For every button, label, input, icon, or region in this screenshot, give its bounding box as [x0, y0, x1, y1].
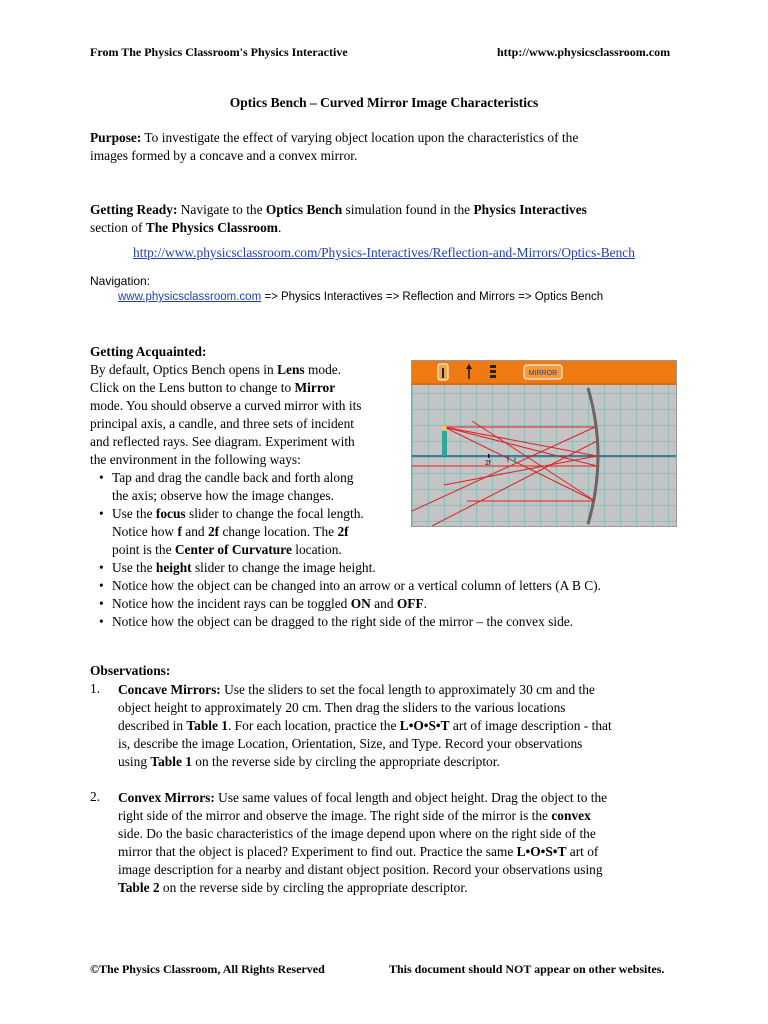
- navigation-label: Navigation:: [90, 274, 151, 288]
- optics-bench-screenshot: [411, 360, 677, 527]
- acquainted-line: and reflected rays. See diagram. Experiment with: [90, 434, 355, 449]
- list-item: • Notice how the object can be changed into an arrow or a vertical column of letters (A B C).: [90, 577, 690, 595]
- list-item: [90, 595, 690, 613]
- getting-ready-paragraph: [90, 201, 690, 237]
- bullet-text: and: [370, 596, 397, 611]
- obs-text: on the reverse side by circling the appropriate descriptor.: [191, 754, 500, 769]
- bullet-text: slider to change the focal length.: [185, 506, 364, 521]
- obs-bold: Table 1: [186, 718, 228, 733]
- optics-bench-url-line: [0, 245, 768, 261]
- list-item: [90, 559, 690, 577]
- obs-text: on the reverse side by circling the appropriate descriptor.: [159, 880, 468, 895]
- bullet-text: location.: [291, 542, 342, 557]
- bullet-text: Use the: [112, 560, 156, 575]
- bullet-bold: 2f: [207, 524, 220, 539]
- obs-line: [118, 843, 678, 861]
- obs-line: [118, 807, 678, 825]
- purpose-paragraph: [90, 129, 690, 165]
- purpose-label: Purpose:: [90, 130, 142, 145]
- acquainted-line: mode. You should observe a curved mirror with its: [90, 398, 362, 413]
- obs-item-2-number: 2.: [90, 789, 101, 804]
- obs-line: [118, 717, 678, 735]
- obs-text: Use the sliders to set the focal length to approximately 30 cm and the: [220, 682, 595, 697]
- bullet-bold: f: [177, 524, 182, 539]
- getting-ready-text: .: [277, 220, 282, 235]
- acquainted-text: Click on the Lens button to change to: [90, 380, 295, 395]
- obs-line: is, describe the image Location, Orientation, Size, and Type. Record your observations: [118, 736, 583, 751]
- bullet-text: change location. The: [219, 524, 338, 539]
- footer-notice: This document should NOT appear on other websites.: [389, 962, 665, 976]
- obs-line: image description for a nearby and distant object position. Record your observations using: [118, 862, 603, 877]
- label-2f: 2f: [485, 460, 491, 467]
- acquainted-text: By default, Optics Bench opens in: [90, 362, 278, 377]
- getting-acquainted-heading: Getting Acquainted:: [90, 344, 207, 359]
- navigation-home-link[interactable]: www.physicsclassroom.com: [118, 291, 262, 303]
- obs-line: [118, 879, 678, 897]
- obs-text: using: [118, 754, 151, 769]
- letters-tool-icon[interactable]: [490, 365, 496, 378]
- navigation-path-text: => Physics Interactives => Reflection and Mirrors => Optics Bench: [261, 291, 604, 303]
- getting-acquainted-text: [90, 361, 410, 469]
- bullet-text: Tap and drag the candle back and forth along: [112, 470, 354, 485]
- obs-text: mirror that the object is placed? Experiment to find out. Practice the same: [118, 844, 517, 859]
- bullet-bold: height: [155, 560, 192, 575]
- obs-line: [118, 753, 678, 771]
- obs-bold: Table 1: [150, 754, 192, 769]
- obs-item-1-text: [118, 681, 678, 771]
- candle-tool-icon[interactable]: [438, 364, 448, 380]
- getting-ready-bold-classroom: The Physics Classroom: [145, 220, 278, 235]
- obs-item-2-text: [118, 789, 678, 897]
- bullet-text: Notice how the incident rays can be toggled: [112, 596, 351, 611]
- getting-ready-bold-optics-bench: Optics Bench: [265, 202, 343, 217]
- bullet-bold: Center of Curvature: [174, 542, 292, 557]
- bullet-text: the axis; observe how the image changes.: [112, 488, 334, 503]
- obs-bold: convex: [551, 808, 591, 823]
- purpose-text-2: images formed by a concave and a convex mirror.: [90, 148, 358, 163]
- acquainted-bold-lens: Lens: [277, 362, 305, 377]
- obs-line: object height to approximately 20 cm. Then drag the sliders to the various locations: [118, 700, 566, 715]
- label-f: f: [507, 457, 509, 464]
- obs-line: side. Do the basic characteristics of the image depend upon where on the right side of the: [118, 826, 596, 841]
- bullet-bold: focus: [155, 506, 186, 521]
- candle-image: [514, 456, 516, 464]
- bullet-bold: OFF: [396, 596, 424, 611]
- obs-bold: Table 2: [118, 880, 160, 895]
- acquainted-line: principal axis, a candle, and three sets of incident: [90, 416, 354, 431]
- obs-text: art of: [566, 844, 599, 859]
- marker-2f: [488, 454, 490, 458]
- getting-ready-bold-interactives: Physics Interactives: [473, 202, 587, 217]
- page-title: Optics Bench – Curved Mirror Image Characteristics: [229, 95, 539, 110]
- bullet-text: Use the: [112, 506, 156, 521]
- obs-text: . For each location, practice the: [227, 718, 400, 733]
- bullet-text: point is the: [112, 542, 175, 557]
- obs-bold: L•O•S•T: [516, 844, 567, 859]
- mirror-mode-button[interactable]: [524, 365, 562, 379]
- acquainted-line: [90, 379, 410, 397]
- obs-line: [118, 789, 678, 807]
- acquainted-line: the environment in the following ways:: [90, 452, 301, 467]
- bullet-text: .: [423, 596, 427, 611]
- obs-item-2-label: Convex Mirrors:: [118, 790, 215, 805]
- getting-ready-text: section of: [90, 220, 146, 235]
- bullet-text: slider to change the image height.: [191, 560, 376, 575]
- getting-ready-text: simulation found in the: [342, 202, 474, 217]
- acquainted-text: mode.: [304, 362, 342, 377]
- optics-bench-url-link[interactable]: http://www.physicsclassroom.com/Physics-Interactives/Reflection-and-Mirrors/Optics-Bench: [133, 245, 635, 260]
- mirror-button-label: MIRROR: [528, 370, 558, 377]
- observations-heading: Observations:: [90, 663, 171, 678]
- header-url: http://www.physicsclassroom.com: [497, 45, 671, 59]
- obs-text: described in: [118, 718, 187, 733]
- obs-item-1-number: 1.: [90, 681, 101, 696]
- obs-text: Use same values of focal length and object height. Drag the object to the: [214, 790, 608, 805]
- obs-bold: L•O•S•T: [399, 718, 450, 733]
- getting-ready-text: Navigate to the: [177, 202, 266, 217]
- bullet-text: and: [181, 524, 208, 539]
- obs-line: [118, 681, 678, 699]
- header-source: From The Physics Classroom's Physics Interactive: [90, 45, 348, 59]
- bullet-bold: 2f: [337, 524, 349, 539]
- getting-ready-label: Getting Ready:: [90, 202, 178, 217]
- navigation-path: [118, 291, 603, 303]
- list-item: • Notice how the object can be dragged to the right side of the mirror – the convex side.: [90, 613, 690, 631]
- acquainted-bold-mirror: Mirror: [294, 380, 336, 395]
- acquainted-line: [90, 361, 410, 379]
- footer-copyright: ©The Physics Classroom, All Rights Reserved: [90, 962, 325, 976]
- purpose-text-1: To investigate the effect of varying object location upon the characteristics of the: [141, 130, 579, 145]
- obs-text: right side of the mirror and observe the image. The right side of the mirror is the: [118, 808, 552, 823]
- bullet-bold: ON: [350, 596, 371, 611]
- bullet-text: Notice how: [112, 524, 178, 539]
- obs-item-1-label: Concave Mirrors:: [118, 682, 221, 697]
- obs-text: art of image description - that: [449, 718, 612, 733]
